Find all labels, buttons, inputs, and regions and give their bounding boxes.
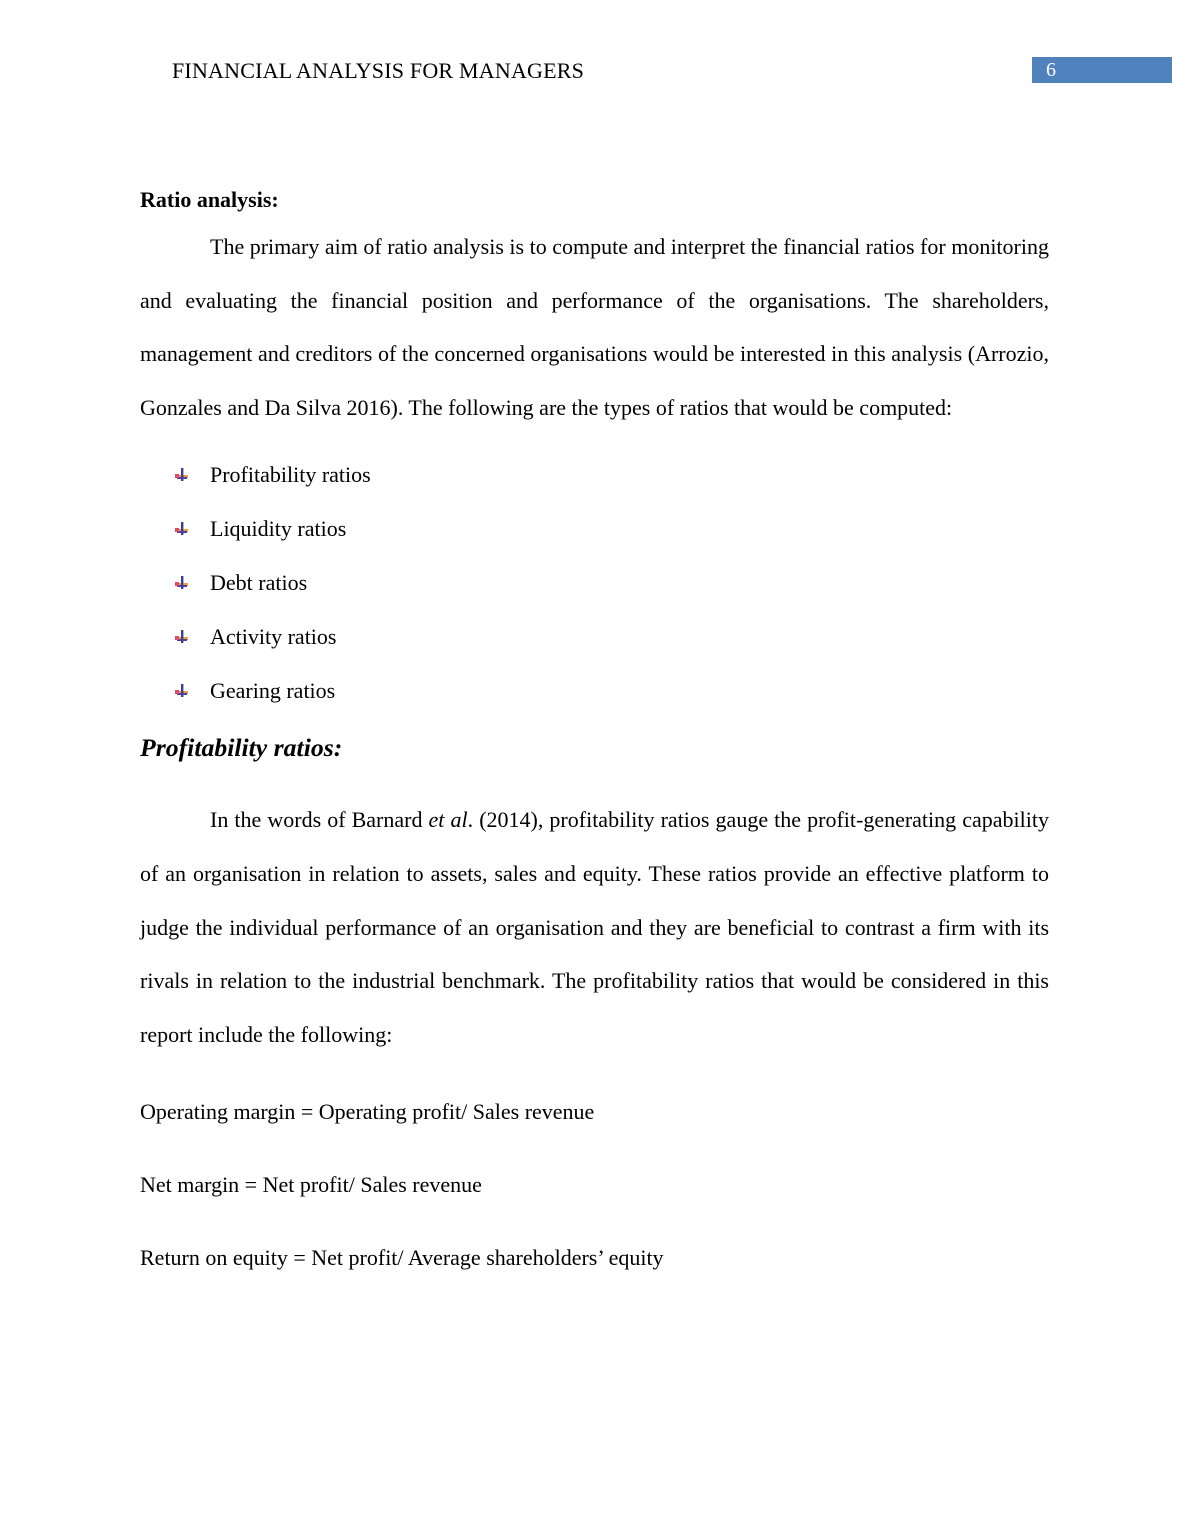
list-item bbox=[140, 664, 1049, 718]
arrow-bullet-icon bbox=[174, 521, 190, 537]
arrow-bullet-icon bbox=[174, 467, 190, 483]
formula-return-on-equity: Return on equity = Net profit/ Average shareholders’ equity bbox=[140, 1245, 664, 1271]
arrow-bullet-icon bbox=[174, 575, 190, 591]
list-item bbox=[140, 610, 1049, 664]
intro-paragraph: The primary aim of ratio analysis is to compute and interpret the financial ratios for monitoring and evaluating the financial position and performance of the organisations. The shareholders, management and creditors of the concerned organisations would be interested in this analysis (Arrozio, Gonzales and Da Silva 2016). The following are the types of ratios that would be computed: bbox=[140, 234, 1049, 420]
list-item-label: Liquidity ratios bbox=[210, 516, 347, 542]
list-item-label: Activity ratios bbox=[210, 624, 337, 650]
page-number: 6 bbox=[1046, 59, 1056, 81]
formula-operating-margin: Operating margin = Operating profit/ Sales revenue bbox=[140, 1099, 595, 1125]
list-item bbox=[140, 502, 1049, 556]
arrow-bullet-icon bbox=[174, 629, 190, 645]
document-body bbox=[140, 180, 1049, 1278]
ratio-types-list bbox=[140, 448, 1049, 718]
citation-et-al: et al bbox=[428, 807, 468, 833]
list-item-label: Profitability ratios bbox=[210, 462, 371, 488]
list-item-label: Gearing ratios bbox=[210, 678, 336, 704]
profitability-paragraph bbox=[140, 793, 1049, 1061]
section-heading-ratio-analysis: Ratio analysis: bbox=[140, 187, 279, 212]
running-header-title: FINANCIAL ANALYSIS FOR MANAGERS bbox=[172, 58, 585, 83]
list-item bbox=[140, 556, 1049, 610]
paragraph-text-rest: . (2014), profitability ratios gauge the profit-generating capability of an organisation in relation to assets, sales and equity. These ratios provide an effective platform to judge the individual performance of an organisation and they are beneficial to contrast a firm with its rivals in relation to the industrial benchmark. The profitability ratios that would be considered in this report include the following: bbox=[140, 807, 1049, 1047]
formula-net-margin: Net margin = Net profit/ Sales revenue bbox=[140, 1172, 482, 1198]
section-heading-profitability-ratios: Profitability ratios: bbox=[140, 733, 343, 763]
paragraph-text-intro: In the words of Barnard bbox=[210, 807, 429, 833]
arrow-bullet-icon bbox=[174, 683, 190, 699]
list-item-label: Debt ratios bbox=[210, 570, 308, 596]
page-number-badge bbox=[1032, 57, 1172, 83]
list-item bbox=[140, 448, 1049, 502]
